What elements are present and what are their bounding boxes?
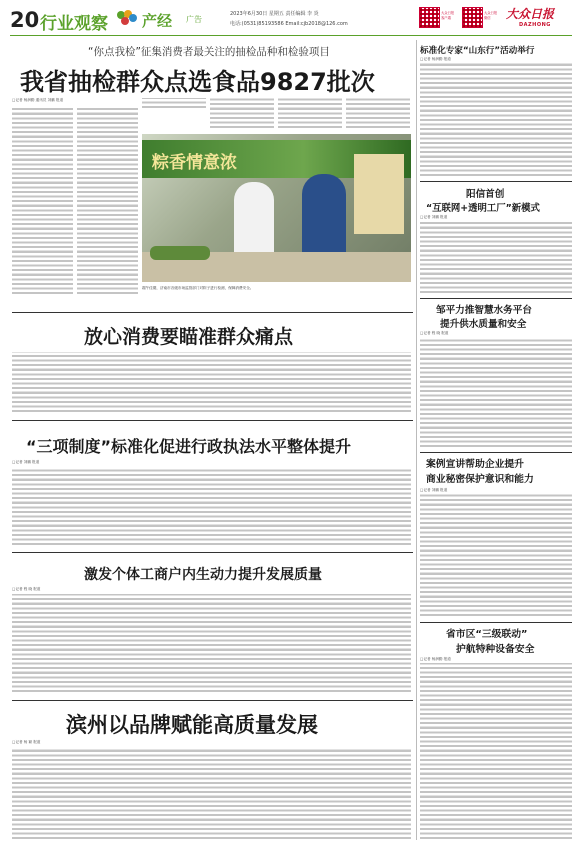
sidebar-byline-2: □记者 刘鹏 报道: [420, 215, 448, 219]
section3-body: [12, 467, 411, 547]
masthead-rule: [10, 35, 572, 36]
issue-date: 2023年6月30日 星期五 责任编辑 李 炎: [230, 11, 319, 17]
lead-body-col1: [12, 106, 73, 296]
qr-label: 大众日报微信: [484, 11, 498, 20]
sidebar-byline-1: □记者 杨润勤 报道: [420, 57, 451, 61]
newspaper-logo: 大众日报: [506, 7, 555, 21]
sidebar-body-2: [420, 221, 572, 295]
sidebar-headline-4b: 商业秘密保护意识和能力: [426, 474, 534, 485]
section-logo-icon: [116, 9, 138, 27]
section3-headline: “三项制度”标准化促进行政执法水平整体提升: [26, 437, 352, 456]
sidebar-headline-3a: 邹平力推智慧水务平台: [436, 305, 532, 316]
section4-headline: 激发个体工商户内生动力提升发展质量: [84, 567, 322, 583]
divider: [12, 312, 413, 313]
section4-byline: □记者 程 晓 报道: [12, 587, 41, 591]
photo-caption: 端午佳期，济南市各级市场监管部门对粽子进行检测，保障消费安全。: [142, 286, 254, 290]
divider: [12, 552, 413, 553]
photo-box: [354, 154, 404, 234]
lead-headline: 我省抽检群众点选食品9827批次: [20, 68, 375, 96]
section2-body: [12, 352, 411, 414]
sidebar-byline-4: □记者 刘鹏 报道: [420, 488, 448, 492]
lead-byline: □记者 杨润勤 通讯员 刘鹏 报道: [12, 98, 64, 102]
sidebar-body-5: [420, 663, 572, 841]
sidebar-headline-5b: 护航特种设备安全: [456, 644, 535, 655]
qr-code-icon: [462, 7, 483, 28]
section-name-2: 产经: [142, 12, 173, 30]
column-divider: [416, 40, 417, 840]
sidebar-headline-5a: 省市区“三级联动”: [446, 629, 528, 640]
contact-info: 电话:(0531)85193586 Email:cjb2018@126.com: [230, 21, 348, 27]
qr-label: 大众日报客户端: [441, 11, 455, 20]
sidebar-headline-4a: 案例宣讲帮助企业提升: [426, 459, 524, 470]
section4-body: [12, 594, 411, 694]
section5-byline: □记者 杨 颖 报道: [12, 740, 41, 744]
divider: [420, 452, 572, 453]
lead-kicker: “你点我检”征集消费者最关注的抽检品种和检验项目: [88, 46, 330, 58]
lead-photo: [142, 134, 411, 282]
sidebar-headline-2b: “互联网+透明工厂”新模式: [426, 203, 540, 214]
qr-code-icon: [419, 7, 440, 28]
page-number: 20: [10, 8, 40, 32]
divider: [420, 298, 572, 299]
sidebar-body-3: [420, 337, 572, 449]
lead-body-col6: [346, 98, 410, 130]
newspaper-logo-en: DAZHONG: [519, 22, 551, 28]
section2-headline: 放心消费要瞄准群众痛点: [84, 326, 294, 348]
photo-food: [150, 246, 210, 260]
lead-body-col2: [77, 106, 138, 296]
divider: [12, 420, 413, 421]
divider: [12, 700, 413, 701]
sidebar-body-1: [420, 63, 572, 178]
ad-tag: 广告: [186, 15, 202, 24]
section3-byline: □记者 刘鹏 报道: [12, 460, 40, 464]
masthead: [0, 0, 580, 38]
sidebar-byline-3: □记者 程 晓 报道: [420, 331, 449, 335]
divider: [420, 622, 572, 623]
section5-body: [12, 747, 411, 841]
sidebar-byline-5: □记者 杨润勤 报道: [420, 657, 451, 661]
section5-headline: 滨州以品牌赋能高质量发展: [66, 713, 318, 737]
lead-body-col3: [142, 98, 206, 110]
photo-sign: 粽香情意浓: [152, 153, 237, 173]
lead-body-col5: [278, 98, 342, 130]
sidebar-body-4: [420, 494, 572, 618]
lead-body-col4: [210, 98, 274, 130]
sidebar-headline-2a: 阳信首创: [466, 189, 505, 200]
divider: [420, 181, 572, 182]
sidebar-headline-3b: 提升供水质量和安全: [440, 319, 527, 330]
section-name: 行业观察: [40, 14, 108, 34]
sidebar-headline-1: 标准化专家“山东行”活动举行: [420, 46, 535, 56]
